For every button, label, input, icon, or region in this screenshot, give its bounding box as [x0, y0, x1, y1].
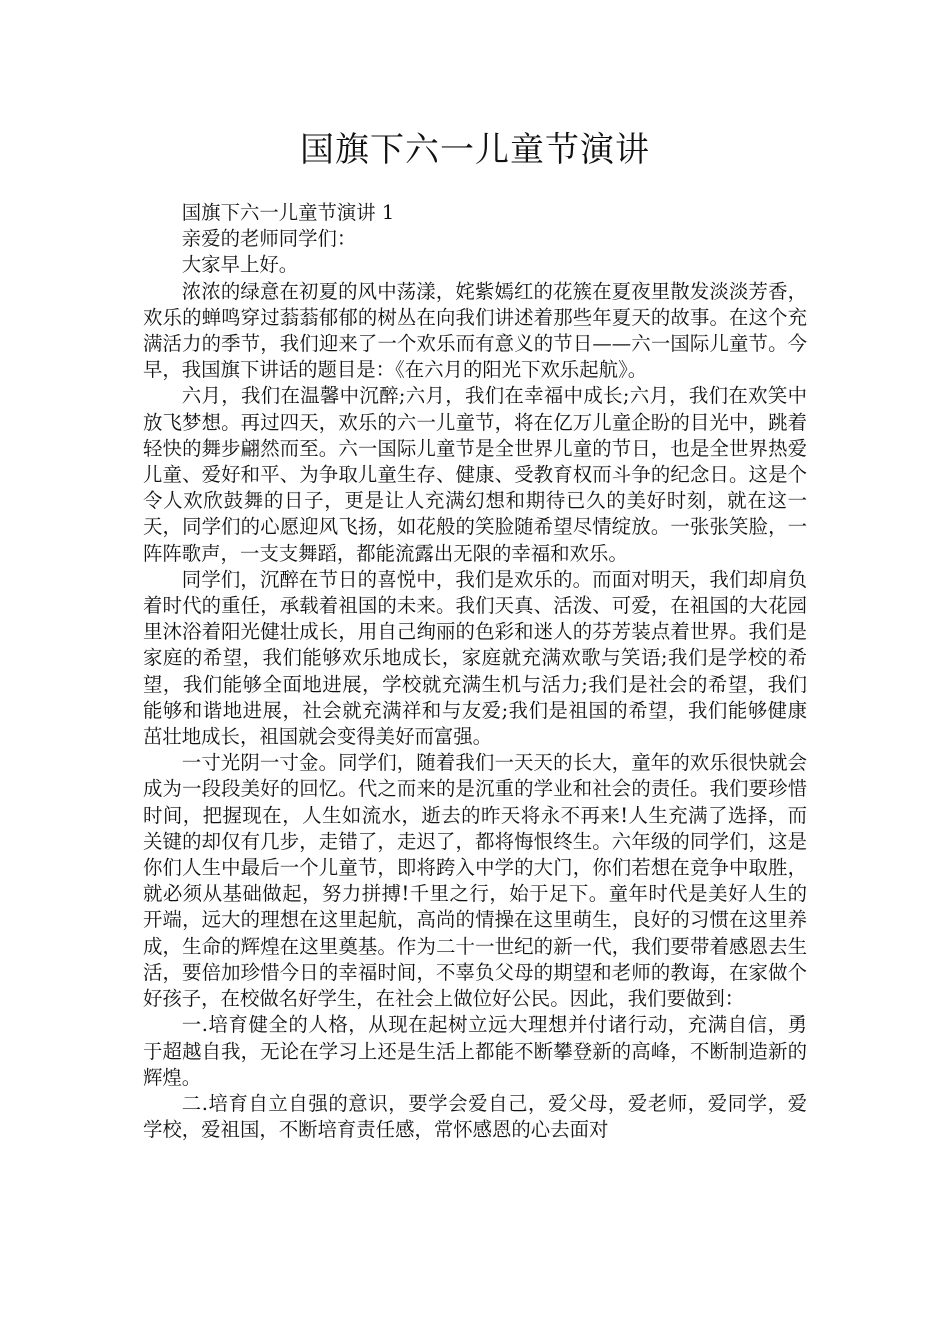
paragraph-salutation: 大家早上好。: [181, 253, 299, 277]
document-body: [143, 200, 807, 1143]
paragraph-heading: 国旗下六一儿童节演讲 1: [181, 201, 395, 224]
paragraph-greeting: 亲爱的老师同学们：: [181, 227, 357, 251]
paragraph-point-two: 二.培育自立自强的意识，要学会爱自己，爱父母，爱老师，爱同学，爱学校，爱祖国，不断培育责任感，常怀感恩的心去面对: [143, 1091, 807, 1142]
paragraph-students: 同学们，沉醉在节日的喜悦中，我们是欢乐的。而面对明天，我们却肩负着时代的重任，承载着祖国的未来。我们天真、活泼、可爱，在祖国的大花园里沐浴着阳光健壮成长，用自己绚丽的色彩和迷人的芬芳装点着世界。我们是家庭的希望，我们能够欢乐地成长，家庭就充满欢歌与笑语;我们是学校的希望，我们能够全面地进展，学校就充满生机与活力;我们是社会的希望，我们能够和谐地进展，社会就充满祥和与友爱;我们是祖国的希望，我们能够健康茁壮地成长，祖国就会变得美好而富强。: [143, 567, 807, 749]
paragraph-intro: 浓浓的绿意在初夏的风中荡漾，姹紫嫣红的花簇在夏夜里散发淡淡芳香，欢乐的蝉鸣穿过蓊蓊郁郁的树丛在向我们讲述着那些年夏天的故事。在这个充满活力的季节，我们迎来了一个欢乐而有意义的节日——六一国际儿童节。今早，我国旗下讲话的题目是：《在六月的阳光下欢乐起航》。: [143, 279, 807, 382]
document-title: 国旗下六一儿童节演讲: [300, 130, 650, 170]
paragraph-point-one: 一.培育健全的人格，从现在起树立远大理想并付诸行动，充满自信，勇于超越自我，无论在学习上还是生活上都能不断攀登新的高峰，不断制造新的辉煌。: [143, 1013, 807, 1089]
paragraph-time: 一寸光阴一寸金。同学们，随着我们一天天的长大，童年的欢乐很快就会成为一段段美好的回忆。代之而来的是沉重的学业和社会的责任。我们要珍惜时间，把握现在，人生如流水，逝去的昨天将永不再来!人生充满了选择，而关键的却仅有几步，走错了，走迟了，都将悔恨终生。六年级的同学们，这是你们人生中最后一个儿童节，即将跨入中学的大门，你们若想在竞争中取胜，就必须从基础做起，努力拼搏!千里之行，始于足下。童年时代是美好人生的开端，远大的理想在这里起航，高尚的情操在这里萌生，良好的习惯在这里养成，生命的辉煌在这里奠基。作为二十一世纪的新一代，我们要带着感恩去生活，要倍加珍惜今日的幸福时间，不辜负父母的期望和老师的教诲，在家做个好孩子，在校做名好学生，在社会上做位好公民。因此，我们要做到：: [143, 751, 807, 1011]
paragraph-june: 六月，我们在温馨中沉醉;六月，我们在幸福中成长;六月，我们在欢笑中放飞梦想。再过四天，欢乐的六一儿童节，将在亿万儿童企盼的目光中，跳着轻快的舞步翩然而至。六一国际儿童节是全世界儿童的节日，也是全世界热爱儿童、爱好和平、为争取儿童生存、健康、受教育权而斗争的纪念日。这是个令人欢欣鼓舞的日子，更是让人充满幻想和期待已久的美好时刻，就在这一天，同学们的心愿迎风飞扬，如花般的笑脸随希望尽情绽放。一张张笑脸，一阵阵歌声，一支支舞蹈，都能流露出无限的幸福和欢乐。: [143, 384, 807, 565]
